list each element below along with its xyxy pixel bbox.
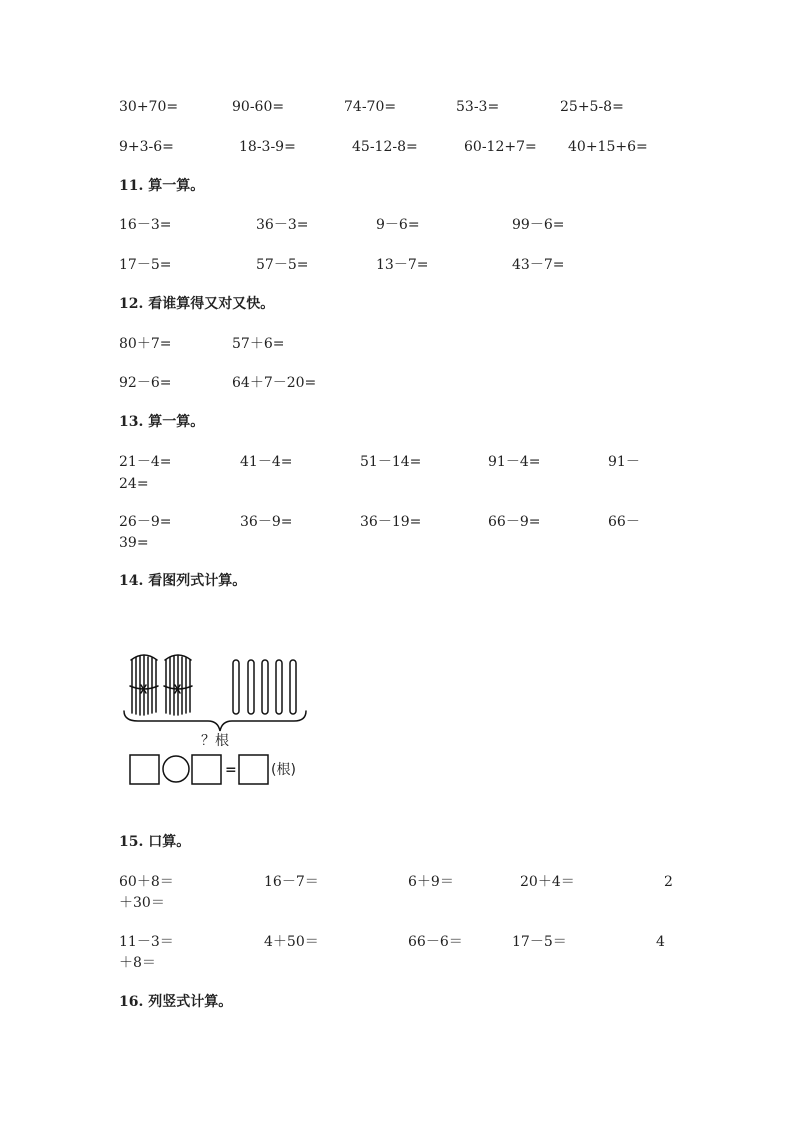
- problem: 4＋50＝: [264, 934, 319, 950]
- problem: 36－9=: [240, 514, 293, 530]
- problem: 9+3-6=: [119, 139, 174, 155]
- problem: 26－9=: [119, 514, 172, 530]
- problem: 45-12-8=: [352, 139, 418, 155]
- problem: 66－: [608, 514, 640, 530]
- question-13-title: 13. 算一算。: [119, 414, 205, 430]
- question-12-title: 12. 看谁算得又对又快。: [119, 296, 275, 312]
- problem: 60-12+7=: [464, 139, 537, 155]
- unit-label: (根): [271, 762, 296, 778]
- problem: 36－3=: [256, 217, 309, 233]
- problem: 90-60=: [232, 99, 285, 115]
- problem-wrap: ＋8＝: [119, 955, 156, 971]
- problem: 9－6=: [376, 217, 420, 233]
- problem: 6＋9＝: [408, 874, 454, 890]
- problem: 18-3-9=: [239, 139, 296, 155]
- problem-wrap: 39=: [119, 535, 149, 551]
- problem: 40+15+6=: [568, 139, 648, 155]
- problem: 41－4=: [240, 454, 293, 470]
- problem: 4: [656, 934, 665, 950]
- equals-sign: =: [225, 762, 237, 778]
- problem: 57＋6=: [232, 336, 285, 352]
- question-16-title: 16. 列竖式计算。: [119, 994, 233, 1010]
- problem: 17－5＝: [512, 934, 567, 950]
- problem: 74-70=: [344, 99, 397, 115]
- problem: 92－6=: [119, 375, 172, 391]
- problem: 80＋7=: [119, 336, 172, 352]
- operator-circle: [163, 756, 189, 782]
- q15-row-2: [0, 932, 794, 952]
- problem-wrap: 24=: [119, 476, 149, 492]
- problem: 60＋8＝: [119, 874, 174, 890]
- problem: 13－7=: [376, 257, 429, 273]
- problem: 16－7＝: [264, 874, 319, 890]
- q15-row-1: [0, 872, 794, 892]
- problem-wrap: ＋30＝: [119, 895, 165, 911]
- problem: 36－19=: [360, 514, 422, 530]
- problem: 20＋4＝: [520, 874, 575, 890]
- problem: 91－4=: [488, 454, 541, 470]
- problem: 11－3＝: [119, 934, 174, 950]
- problem: 91－: [608, 454, 640, 470]
- problem: 21－4=: [119, 454, 172, 470]
- problem: 16－3=: [119, 217, 172, 233]
- problem: 17－5=: [119, 257, 172, 273]
- problem: 43－7=: [512, 257, 565, 273]
- answer-box: [130, 755, 159, 784]
- problem: 30+70=: [119, 99, 179, 115]
- problem: 66－9=: [488, 514, 541, 530]
- problem: 99－6=: [512, 217, 565, 233]
- problem: 53-3=: [456, 99, 500, 115]
- problem: 2: [664, 874, 673, 890]
- problem: 57－5=: [256, 257, 309, 273]
- stick-bundle-icon: [164, 655, 192, 715]
- single-sticks-icon: [233, 660, 296, 714]
- problem: 51－14=: [360, 454, 422, 470]
- question-label: ？根: [201, 733, 229, 749]
- problem: 64＋7－20=: [232, 375, 317, 391]
- problem: 66－6＝: [408, 934, 463, 950]
- question-11-title: 11. 算一算。: [119, 178, 205, 194]
- stick-bundle-icon: [130, 655, 158, 715]
- problem: 25+5-8=: [560, 99, 624, 115]
- answer-box: [239, 755, 268, 784]
- question-15-title: 15. 口算。: [119, 834, 191, 850]
- question-14-title: 14. 看图列式计算。: [119, 573, 247, 589]
- answer-box: [192, 755, 221, 784]
